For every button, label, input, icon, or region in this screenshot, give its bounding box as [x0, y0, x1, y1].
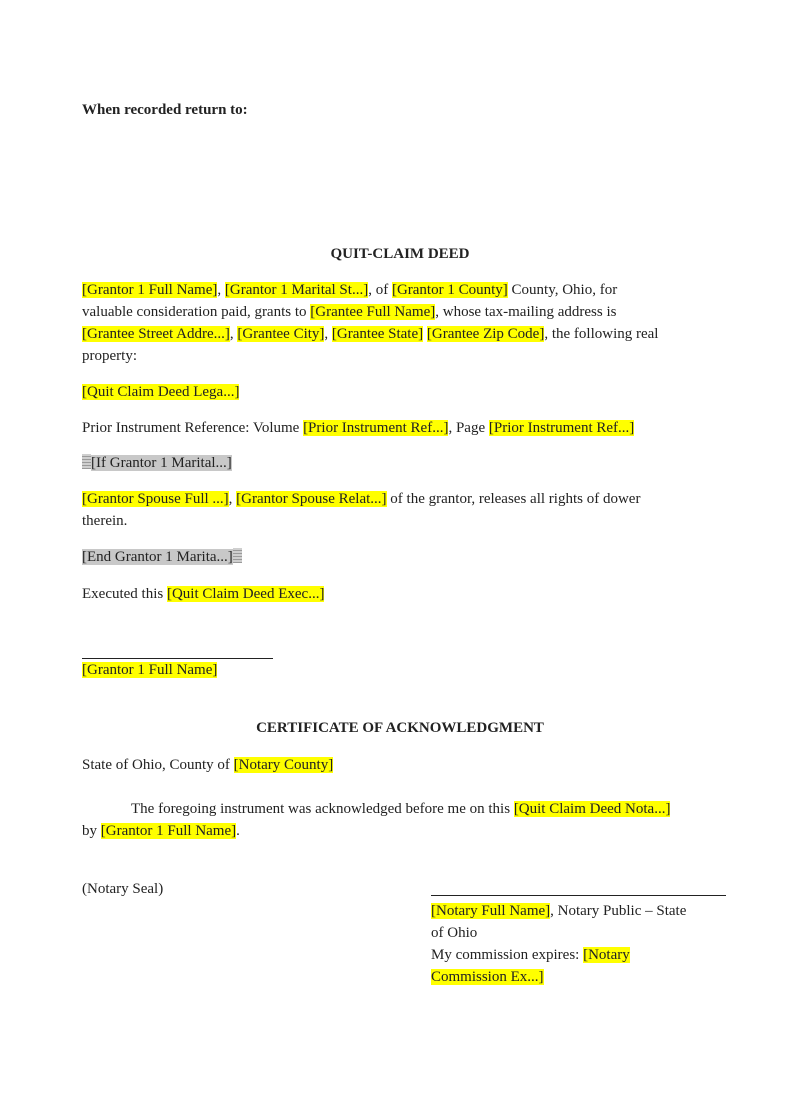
legal-description-field[interactable]: [Quit Claim Deed Lega...]: [82, 384, 240, 400]
spouse-line-1: [Grantor Spouse Full ...], [Grantor Spouse Relat...] of the grantor, releases all rights of dower: [82, 491, 641, 507]
spouse-name-field[interactable]: [Grantor Spouse Full ...]: [82, 491, 229, 507]
commission-expires-field[interactable]: [Notary: [583, 947, 630, 963]
notary-line-4: [431, 966, 544, 988]
deed-title: QUIT-CLAIM DEED: [330, 246, 470, 262]
grantee-zip-field[interactable]: [Grantee Zip Code]: [426, 326, 545, 342]
prior-instrument-line: Prior Instrument Reference: Volume [Prior Instrument Ref...], Page [Prior Instrument Ref...]: [82, 420, 635, 436]
foregoing-line-2: by [Grantor 1 Full Name].: [82, 823, 240, 839]
notary-line-2: of Ohio: [431, 925, 478, 941]
grantee-name-field[interactable]: [Grantee Full Name]: [310, 304, 436, 320]
signer-name-field[interactable]: [Grantor 1 Full Name]: [82, 662, 218, 678]
legal-description-line: [82, 381, 239, 403]
grantor-paragraph-line-4: property:: [82, 348, 137, 364]
conditional-start-marker-icon: [82, 454, 91, 469]
foregoing-line-1: The foregoing instrument was acknowledged before me on this [Quit Claim Deed Nota...]: [131, 801, 671, 817]
grantor-paragraph-line-2: valuable consideration paid, grants to [Grantee Full Name], whose tax-mailing address is: [82, 304, 617, 320]
notary-line-1: [Notary Full Name], Notary Public – State: [431, 903, 687, 919]
notary-signature-line: [431, 895, 726, 896]
executed-line: Executed this [Quit Claim Deed Exec...]: [82, 586, 325, 602]
grantor-county-field[interactable]: [Grantor 1 County]: [391, 282, 508, 298]
if-marital-field[interactable]: [If Grantor 1 Marital...]: [91, 455, 232, 471]
grantor-paragraph-line-3: [Grantee Street Addre...], [Grantee City], [Grantee State] [Grantee Zip Code], the following real: [82, 326, 659, 342]
prior-volume-field[interactable]: [Prior Instrument Ref...]: [303, 420, 449, 436]
commission-expires-field-cont[interactable]: Commission Ex...]: [431, 969, 544, 985]
notary-name-field[interactable]: [Notary Full Name]: [431, 903, 551, 919]
notary-line-3: My commission expires: [Notary: [431, 947, 630, 963]
notarization-date-field[interactable]: [Quit Claim Deed Nota...]: [513, 801, 671, 817]
signer-line: [82, 659, 217, 681]
if-marital-line: [82, 452, 232, 474]
end-marital-field[interactable]: [End Grantor 1 Marita...]: [82, 549, 233, 565]
executed-date-field[interactable]: [Quit Claim Deed Exec...]: [166, 586, 325, 602]
state-county-line: State of Ohio, County of [Notary County]: [82, 757, 334, 773]
return-to-label: When recorded return to:: [82, 102, 248, 118]
end-marital-line: [82, 546, 242, 568]
notary-seal-label: (Notary Seal): [82, 881, 164, 897]
spouse-relation-field[interactable]: [Grantor Spouse Relat...]: [236, 491, 387, 507]
grantor-name-field[interactable]: [Grantor 1 Full Name]: [82, 282, 218, 298]
conditional-end-marker-icon: [233, 548, 242, 563]
grantor-marital-field[interactable]: [Grantor 1 Marital St...]: [224, 282, 369, 298]
grantor-paragraph-line-1: [Grantor 1 Full Name], [Grantor 1 Marital St...], of [Grantor 1 County] County, Ohio, for: [82, 282, 618, 298]
grantee-state-field[interactable]: [Grantee State]: [331, 326, 424, 342]
grantee-street-field[interactable]: [Grantee Street Addre...]: [82, 326, 230, 342]
notary-county-field[interactable]: [Notary County]: [233, 757, 334, 773]
grantee-city-field[interactable]: [Grantee City]: [237, 326, 325, 342]
spouse-line-2: therein.: [82, 513, 128, 529]
acknowledging-grantor-field[interactable]: [Grantor 1 Full Name]: [100, 823, 237, 839]
certificate-title: CERTIFICATE OF ACKNOWLEDGMENT: [256, 720, 544, 736]
prior-page-field[interactable]: [Prior Instrument Ref...]: [488, 420, 635, 436]
